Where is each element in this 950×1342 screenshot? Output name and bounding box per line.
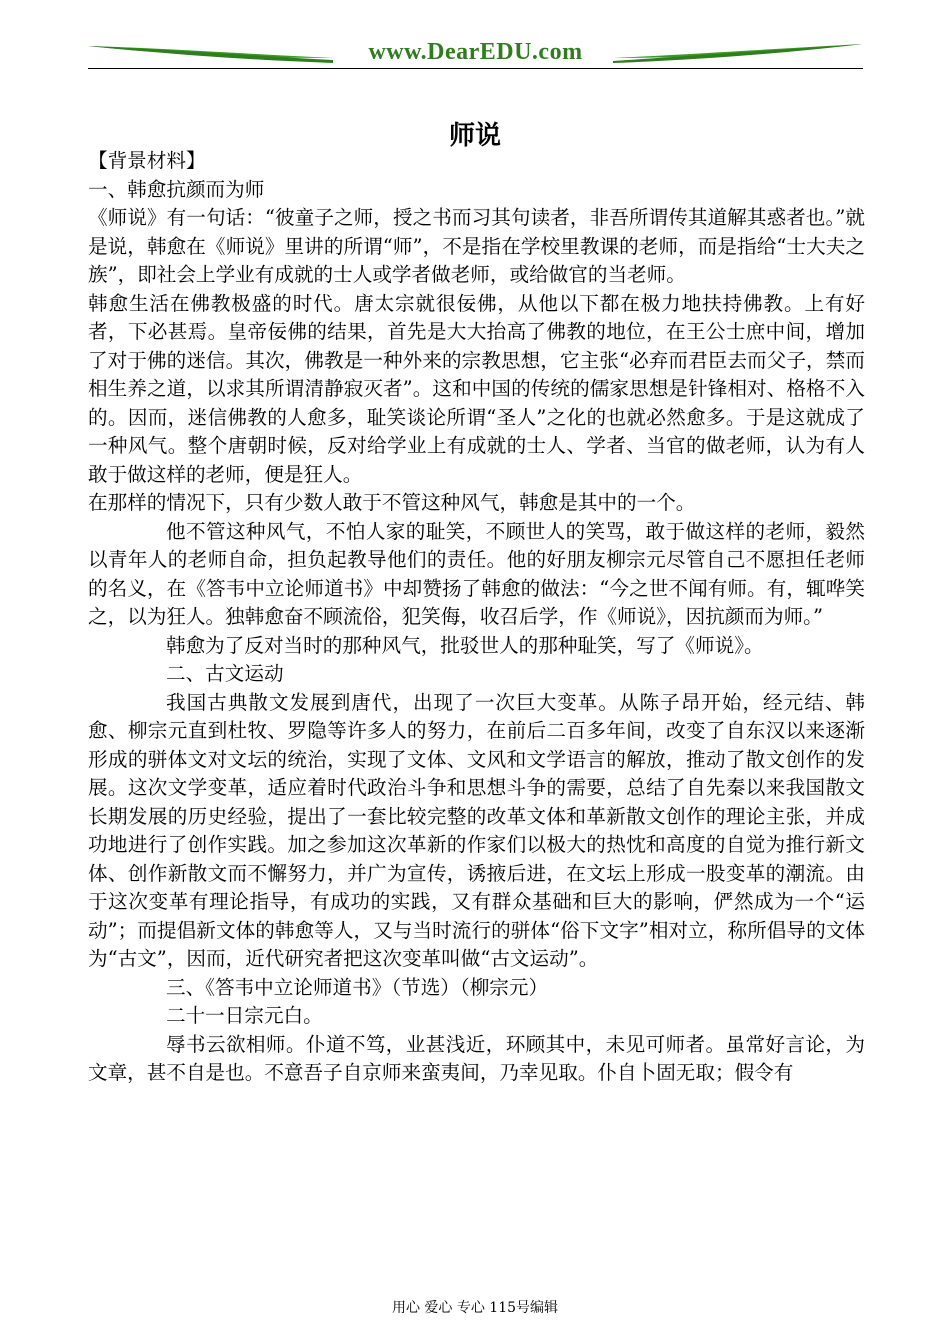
document-title: 师说 bbox=[448, 121, 501, 151]
body-paragraph: 在那样的情况下，只有少数人敢于不管这种风气，韩愈是其中的一个。 bbox=[88, 491, 696, 514]
body-paragraph: 三、《答韦中立论师道书》（节选）（柳宗元） bbox=[166, 975, 549, 999]
body-paragraph: 《师说》有一句话：“彼童子之师，授之书而习其句读者，非吾所谓传其道解其惑者也。”就是说，韩愈在《师说》里讲的所谓“师”，不是指在学校里教课的老师，而是指给“士大夫之族”，即社会上学业有成就的士人或学者做老师，或给做官的当老师。 bbox=[88, 206, 865, 286]
body-paragraph: 辱书云欲相师。仆道不笃，业甚浅近，环顾其中，未见可师者。虽常好言论，为文章，甚不自是也。不意吾子自京师来蛮夷间，乃幸见取。仆自卜固无取；假令有 bbox=[88, 1032, 865, 1084]
body-paragraph: 一、韩愈抗颜而为师 bbox=[88, 177, 265, 201]
body-paragraph: 二十一日宗元白。 bbox=[166, 1004, 323, 1027]
document-body bbox=[88, 147, 865, 1088]
body-paragraph: 我国古典散文发展到唐代，出现了一次巨大变革。从陈子昂开始，经元结、韩愈、柳宗元直到杜牧、罗隐等许多人的努力，在前后二百多年间，改变了自东汉以来逐渐形成的骈体文对文坛的统治，实现了文体、文风和文学语言的解放，推动了散文创作的发展。这次文学变革，适应着时代政治斗争和思想斗争的需要，总结了自先秦以来我国散文长期发展的历史经验，提出了一套比较完整的改革文体和革新散文创作的理论主张，并成功地进行了创作实践。加之参加这次革新的作家们以极大的热忱和高度的自觉为推行新文体、创作新散文而不懈努力，并广为宣传，诱掖后进，在文坛上形成一股变革的潮流。由于这次变革有理论指导，有成功的实践，又有群众基础和巨大的影响，俨然成为一个“运动”；而提倡新文体的韩愈等人，又与当时流行的骈体“俗下文字”相对立，称所倡导的文体为“古文”，因而，近代研究者把这次变革叫做“古文运动”。 bbox=[88, 690, 865, 970]
body-paragraph: 韩愈生活在佛教极盛的时代。唐太宗就很佞佛，从他以下都在极力地扶持佛教。上有好者，下必甚焉。皇帝佞佛的结果，首先是大大抬高了佛教的地位，在王公士庶中间，增加了对于佛的迷信。其次，佛教是一种外来的宗教思想，它主张“必弃而君臣去而父子，禁而相生养之道，以求其所谓清静寂灭者”。这和中国的传统的儒家思想是针锋相对、格格不入的。因而，迷信佛教的人愈多，耻笑谈论所谓“圣人”之化的也就必然愈多。于是这就成了一种风气。整个唐朝时候，反对给学业上有成就的士人、学者、当官的做老师，认为有人敢于做这样的老师，便是狂人。 bbox=[88, 291, 865, 486]
header-rule bbox=[88, 68, 863, 69]
site-logo-text[interactable]: www.DearEDU.com bbox=[368, 39, 583, 65]
body-paragraph: 二、古文运动 bbox=[166, 662, 284, 685]
page-footer: 用心 爱心 专心 115号编辑 bbox=[391, 1300, 559, 1316]
body-paragraph: 【背景材料】 bbox=[88, 149, 206, 172]
site-header bbox=[88, 36, 863, 70]
body-paragraph: 韩愈为了反对当时的那种风气，批驳世人的那种耻笑，写了《师说》。 bbox=[166, 633, 764, 657]
body-paragraph: 他不管这种风气，不怕人家的耻笑，不顾世人的笑骂，敢于做这样的老师，毅然以青年人的老师自命，担负起教导他们的责任。他的好朋友柳宗元尽管自己不愿担任老师的名义，在《答韦中立论师道书》中却赞扬了韩愈的做法：“今之世不闻有师。有，辄哗笑之，以为狂人。独韩愈奋不顾流俗，犯笑侮，收召后学，作《师说》，因抗颜而为师。” bbox=[88, 519, 865, 628]
